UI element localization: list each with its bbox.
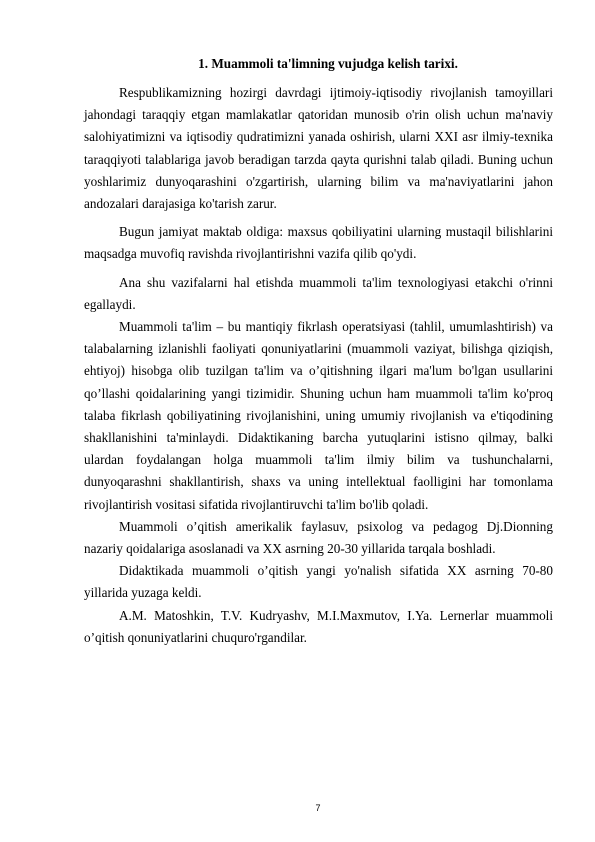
page-number: 7 <box>315 803 321 813</box>
body-text <box>84 82 553 649</box>
section-heading: 1. Muammoli ta'limning vujudga kelish tarixi. <box>198 56 458 71</box>
paragraph-5: Muammoli o’qitish amerikalik faylasuv, psixolog va pedagog Dj.Dionning nazariy qoidalariga asoslanadi va XX asrning 20-30 yillarida tarqala boshladi. <box>84 518 553 557</box>
paragraph-2: Bugun jamiyat maktab oldiga: maxsus qobiliyatini ularning mustaqil bilishlarini maqsadga muvofiq ravishda rivojlantirishni vazifa qilib qo'ydi. <box>84 224 553 262</box>
paragraph-4: Muammoli ta'lim – bu mantiqiy fikrlash operatsiyasi (tahlil, umumlashtirish) va talabalarning izlanishli faoliyati qonuniyatlarini (muammoli vaziyat, bilishga qiziqish, ehtiyoj) hisobga olib tuzilgan ta'lim va o’qitishning ilgari ma'lum bo'lgan usullarini qo’llashi qoidalarining yangi tizimidir. Shuning uchun ham muammoli ta'lim ko'proq talaba fikrlash qobiliyatining rivojlanishini, uning umumiy rivojlanish va e'tiqodining shakllanishini ta'minlaydi. Didaktikaning barcha yutuqlarini istisno qilmay, balki ulardan foydalangan holga muammoli ta'lim ilmiy bilim va tushunchalarni, dunyoqarashni shakllantirish, shaxs va uning intellektual faolligini har tomonlama rivojlantirish vositasi sifatida rivojlantiruvchi ta'lim bo'lib qoladi. <box>84 319 553 512</box>
paragraph-6: Didaktikada muammoli o’qitish yangi yo'nalish sifatida XX asrning 70-80 yillarida yuzaga keldi. <box>84 563 553 601</box>
paragraph-3: Ana shu vazifalarni hal etishda muammoli ta'lim texnologiyasi etakchi o'rinni egallaydi. <box>84 274 553 312</box>
paragraph-1: Respublikamizning hozirgi davrdagi ijtimoiy-iqtisodiy rivojlanish tamoyillari jahondagi taraqqiy etgan mamlakatlar qatoridan munosib o'rin olish uchun ma'naviy salohiyatimizni va iqtisodiy qudratimizni yanada oshirish, ularni XXI asr ilmiy-texnika taraqqiyoti talablariga javob beradigan tarzda qayta qurishni talab qiladi. Buning uchun yoshlarimiz dunyoqarashini o'zgartirish, ularning bilim va ma'naviyatlarini jahon andozalari darajasiga ko'tarish zarur. <box>84 85 553 212</box>
paragraph-7: A.M. Matoshkin, T.V. Kudryashv, M.I.Maxmutov, I.Ya. Lernerlar muammoli o’qitish qonuniyatlarini chuquro'rgandilar. <box>84 607 553 645</box>
